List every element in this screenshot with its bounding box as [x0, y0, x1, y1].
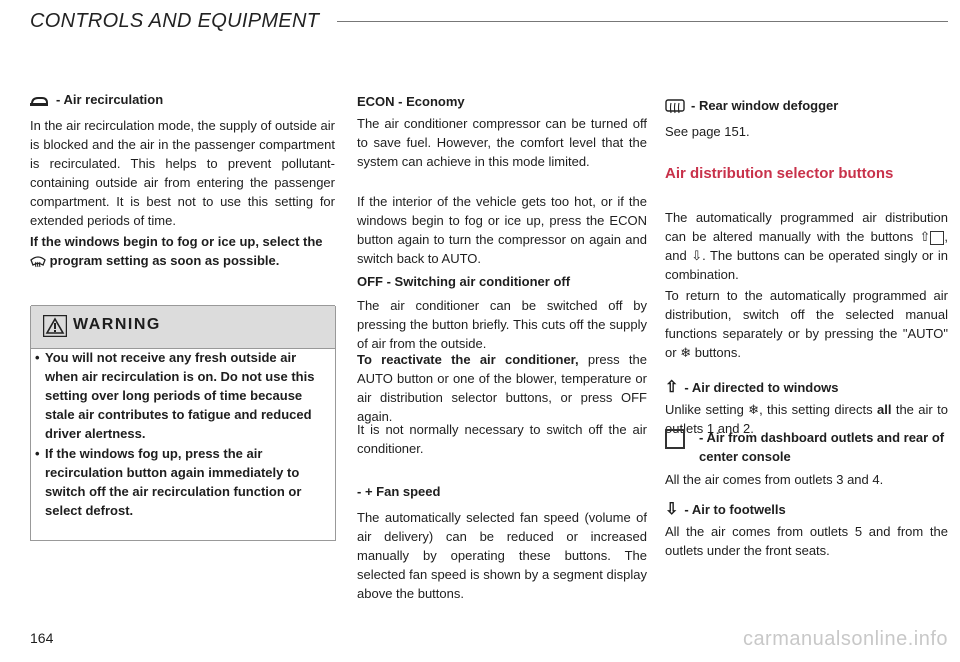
footwell-heading: ⇩ - Air to footwells: [665, 501, 786, 518]
warning-box: [30, 306, 336, 541]
off-text-1: The air conditioner can be switched off by pressing the button briefly. This cuts off the supply of air from the outside.: [357, 298, 647, 351]
air-distribution-text-1: The automatically programmed air distribution can be altered manually with the buttons ⇧ , and ⇩. The buttons can be operated singly or in combination.: [665, 210, 948, 282]
dashboard-icon: [930, 231, 944, 245]
econ-text-1: The air conditioner compressor can be turned off to save fuel. However, the comfort level that the system can achieve in this mode limited.: [357, 116, 647, 169]
recirculation-icon: [30, 95, 50, 107]
off-text-3: It is not normally necessary to switch off the air conditioner.: [357, 422, 647, 456]
bullet-icon: •: [35, 350, 40, 365]
warning-title: WARNING: [73, 316, 161, 333]
page-number: 164: [30, 630, 54, 646]
air-distribution-heading: Air distribution selector buttons: [665, 165, 894, 182]
fog-note: If the windows begin to fog or ice up, select the program setting as soon as possible.: [30, 234, 323, 268]
off-heading: OFF - Switching air conditioner off: [357, 274, 571, 289]
rear-defogger-text: See page 151.: [665, 124, 750, 139]
rear-defogger-heading: - Rear window defogger: [665, 96, 948, 115]
windows-arrow-icon: ⇧: [665, 379, 679, 396]
warning-bullet-1: • You will not receive any fresh outside air when air recirculation is on. Do not use this setting over long periods of time because stale air contributes to fatigue and reduced driver alertness.: [35, 350, 315, 441]
windows-text: Unlike setting ❄, this setting directs all the air to outlets 1 and 2.: [665, 402, 948, 436]
defrost-icon: ❄: [680, 345, 692, 360]
dashboard-icon: [665, 429, 685, 449]
warning-bullet-2: • If the windows fog up, press the air recirculation button again immediately to switch off the air recirculation function or select defrost.: [35, 446, 302, 518]
footwell-arrow-icon: ⇩: [691, 248, 703, 263]
defrost-icon: [30, 255, 46, 269]
footwell-text: All the air comes from outlets 5 and from the outlets under the front seats.: [665, 524, 948, 558]
fan-speed-heading: - + Fan speed: [357, 484, 441, 499]
header-rule: [337, 21, 948, 22]
defrost-icon: ❄: [748, 402, 760, 417]
page-title: CONTROLS AND EQUIPMENT: [30, 10, 320, 32]
footwell-arrow-icon: ⇩: [665, 501, 679, 518]
recirculation-heading: - Air recirculation: [30, 90, 335, 109]
air-distribution-text-2: To return to the automatically programmed air distribution, switch off the selected manual functions separately or by pressing the "AUTO" or ❄ buttons.: [665, 288, 948, 360]
page-header: [30, 10, 948, 34]
windows-arrow-icon: ⇧: [919, 229, 931, 244]
warning-icon: [43, 315, 67, 337]
bullet-icon: •: [35, 446, 40, 461]
off-text-2: To reactivate the air conditioner, press the AUTO button or one of the blower, temperature or air distribution selector buttons, or press OFF again.: [357, 352, 647, 424]
econ-heading: ECON - Economy: [357, 94, 465, 109]
windows-heading: ⇧ - Air directed to windows: [665, 379, 839, 396]
warning-header: [31, 305, 335, 349]
watermark: carmanualsonline.info: [742, 628, 948, 650]
dashboard-text: All the air comes from outlets 3 and 4.: [665, 472, 884, 487]
dashboard-heading: - Air from dashboard outlets and rear of center console: [665, 428, 948, 466]
econ-text-2: If the interior of the vehicle gets too hot, or if the windows begin to fog or ice up, press the ECON button again to turn the compressor on again and switch back to AUTO.: [357, 194, 647, 266]
rear-defogger-icon: [665, 99, 685, 115]
recirculation-text: In the air recirculation mode, the supply of outside air is blocked and the air in the passenger compartment is recirculated. This helps to prevent pollutant-containing outside air from entering the passenger compartment. It is best not to use this setting for extended periods of time.: [30, 118, 335, 228]
fan-speed-text: The automatically selected fan speed (volume of air delivery) can be reduced or increased manually by operating these buttons. The selected fan speed is shown by a segment display above the buttons.: [357, 510, 647, 601]
